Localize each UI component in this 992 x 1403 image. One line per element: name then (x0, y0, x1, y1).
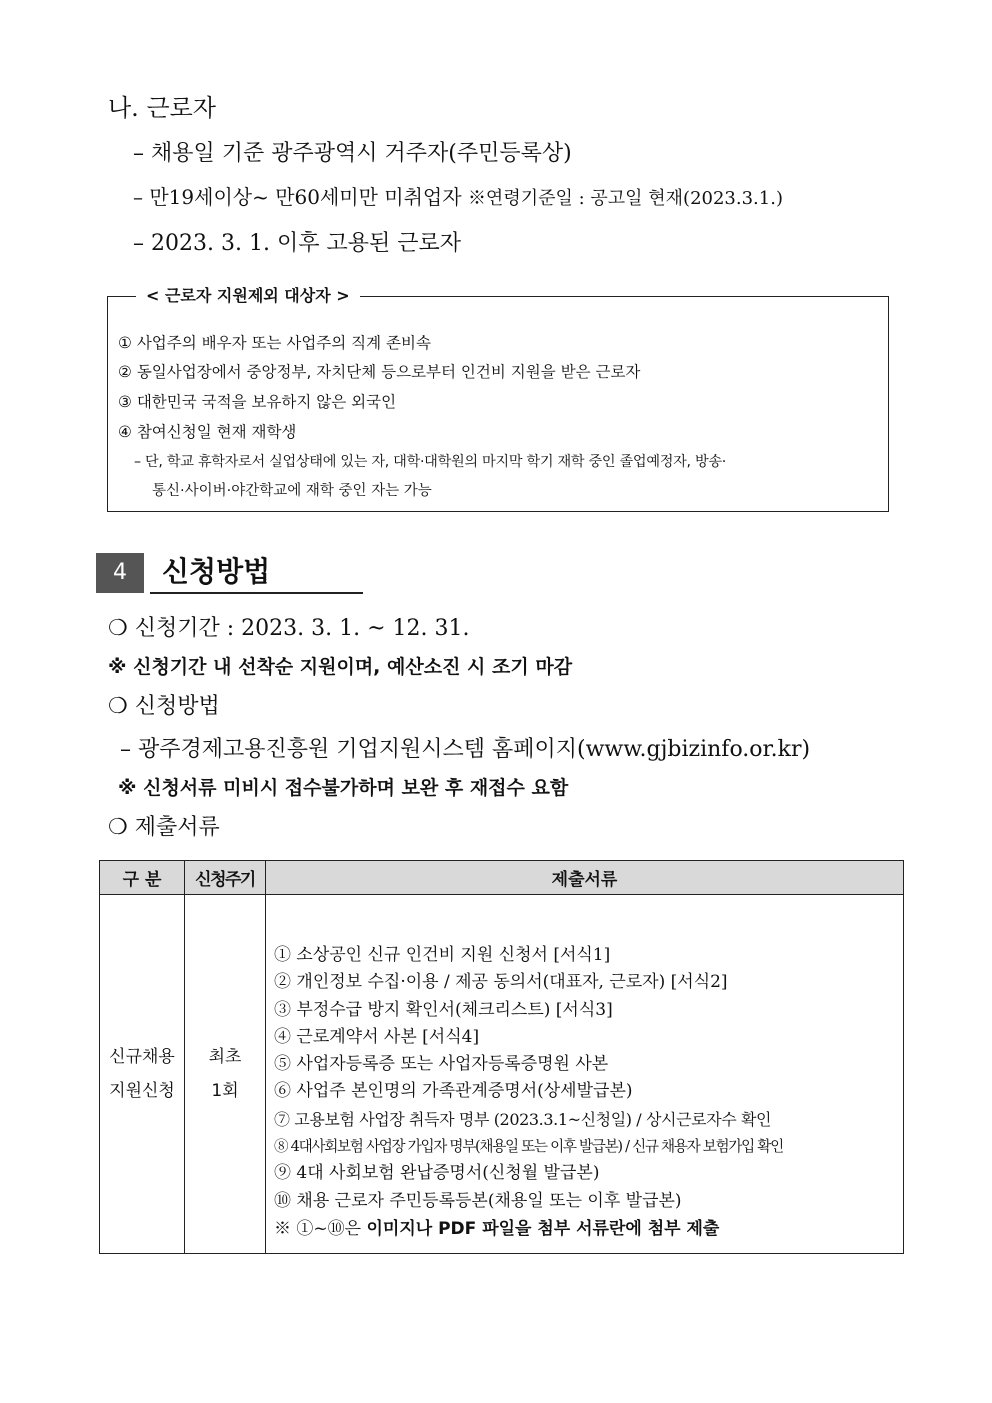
header-category: 구 분 (100, 861, 185, 895)
document-item: ⑦ 고용보험 사업장 취득자 명부 (2023.3.1~신청일) / 상시근로자수 확인 (274, 1109, 772, 1129)
criteria-line-1: – 채용일 기준 광주광역시 거주자(주민등록상) (133, 141, 572, 166)
section-number-badge: 4 (96, 553, 144, 593)
exclusion-sub-note: – 단, 학교 휴학자로서 실업상태에 있는 자, 대학·대학원의 마지막 학기 재학 중인 졸업예정자, 방송· (134, 454, 726, 470)
section-heading: 신청방법 (162, 555, 271, 588)
section-title-workers: 나. 근로자 (108, 94, 216, 122)
exclusion-item: ① 사업주의 배우자 또는 사업주의 직계 존비속 (118, 334, 431, 352)
exclusion-box (107, 286, 889, 512)
category-cell: 신규채용 지원신청 (100, 895, 185, 1254)
criteria-line-2: – 만19세이상~ 만60세미만 미취업자 ※연령기준일 : 공고일 현재(2023.3.1.) (133, 185, 783, 209)
document-item: ⑤ 사업자등록증 또는 사업자등록증명원 사본 (274, 1054, 609, 1075)
documents-table (99, 860, 904, 1254)
documents-cell (266, 895, 904, 1254)
header-cycle: 신청주기 (185, 861, 266, 895)
documents-label: ❍ 제출서류 (108, 815, 220, 840)
exclusion-item: ④ 참여신청일 현재 재학생 (118, 423, 297, 441)
document-item: ⑧ 4대사회보험 사업장 가입자 명부(채용일 또는 이후 발급본) / 신규 채용자 보험가입 확인 (274, 1138, 783, 1156)
document-item: ① 소상공인 신규 인건비 지원 신청서 [서식1] (274, 945, 611, 965)
heading-underline (150, 592, 363, 594)
exclusion-box-title: < 근로자 지원제외 대상자 > (136, 283, 360, 306)
table-row (100, 895, 904, 1254)
table-header-row (100, 861, 904, 895)
criteria-line-3: – 2023. 3. 1. 이후 고용된 근로자 (133, 231, 461, 256)
document-item: ④ 근로계약서 사본 [서식4] (274, 1026, 480, 1047)
document-item: ③ 부정수급 방지 확인서(체크리스트) [서식3] (274, 999, 613, 1020)
age-basis-note: ※연령기준일 : 공고일 현재(2023.3.1.) (467, 188, 783, 209)
document-item: ② 개인정보 수집·이용 / 제공 동의서(대표자, 근로자) [서식2] (274, 972, 728, 993)
period-note: ※ 신청기간 내 선착순 지원이며, 예산소진 시 조기 마감 (108, 656, 573, 678)
exclusion-sub-note-cont: 통신·사이버·야간학교에 재학 중인 자는 가능 (152, 483, 432, 499)
cycle-cell: 최초 1회 (185, 895, 266, 1254)
exclusion-item: ③ 대한민국 국적을 보유하지 않은 외국인 (118, 393, 397, 411)
document-item: ⑩ 채용 근로자 주민등록등본(채용일 또는 이후 발급본) (274, 1190, 682, 1211)
document-item: ⑥ 사업주 본인명의 가족관계증명서(상세발급본) (274, 1081, 633, 1102)
exclusion-item: ② 동일사업장에서 중앙정부, 자치단체 등으로부터 인건비 지원을 받은 근로자 (118, 363, 641, 381)
method-detail: – 광주경제고용진흥원 기업지원시스템 홈페이지(www.gjbizinfo.or.kr) (120, 737, 811, 762)
document-item: ⑨ 4대 사회보험 완납증명서(신청월 발급본) (274, 1163, 600, 1184)
method-note: ※ 신청서류 미비시 접수불가하며 보완 후 재접수 요함 (118, 777, 569, 799)
header-documents: 제출서류 (266, 861, 904, 895)
application-period: ❍ 신청기간 : 2023. 3. 1. ~ 12. 31. (108, 616, 470, 641)
documents-note: ※ ①~⑩은 이미지나 PDF 파일을 첨부 서류란에 첨부 제출 (274, 1218, 720, 1239)
application-method: ❍ 신청방법 (108, 694, 220, 719)
